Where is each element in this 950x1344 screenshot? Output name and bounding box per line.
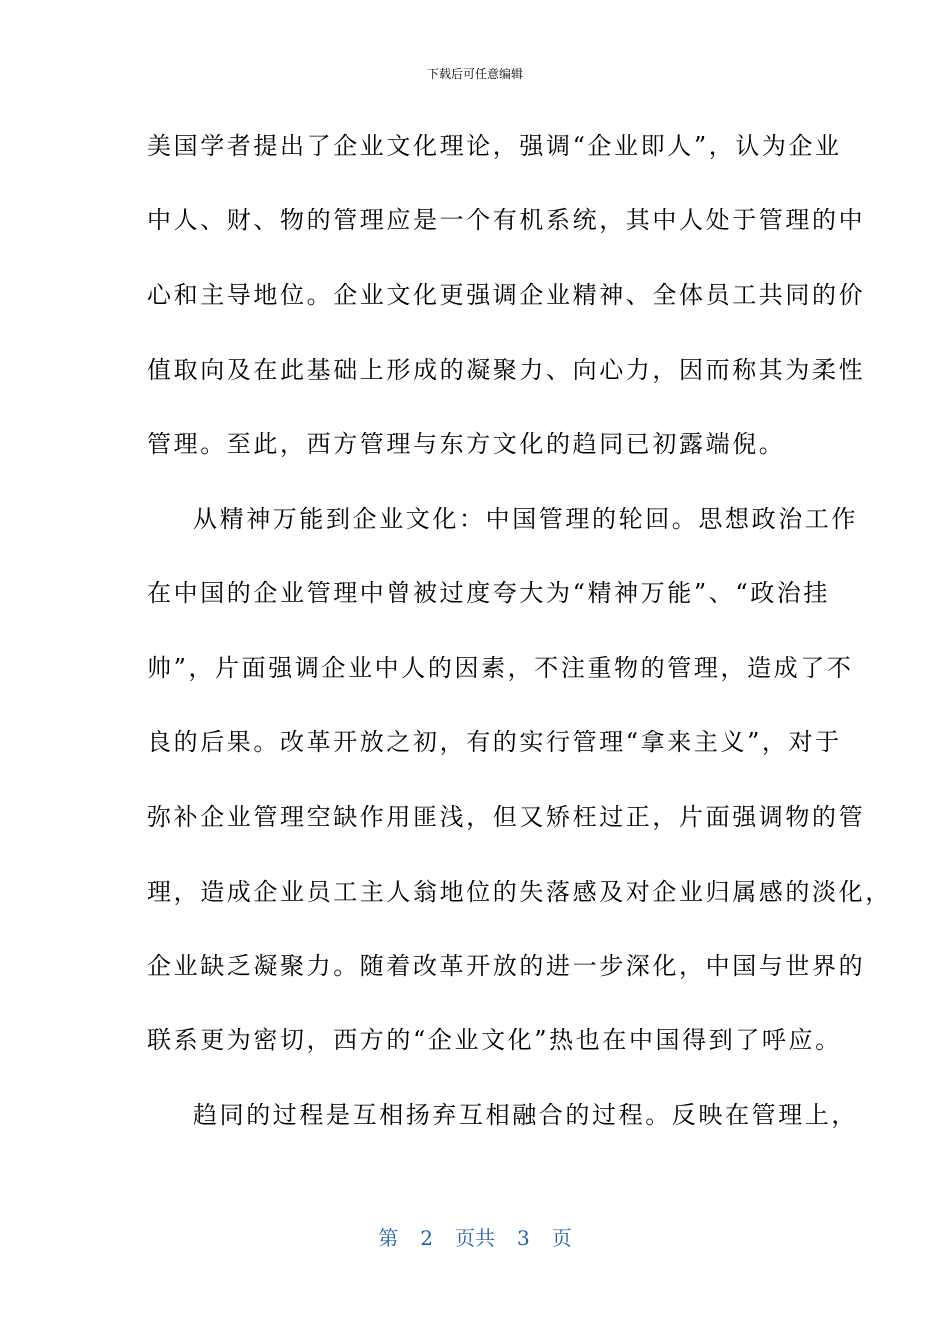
page-number: 2 [420, 1226, 433, 1250]
page-prefix: 第 [378, 1226, 399, 1250]
text-line: 联系更为密切，西方的“企业文化”热也在中国得到了呼应。 [147, 1026, 842, 1054]
page-middle: 页共 [455, 1226, 495, 1250]
page-footer [0, 1225, 950, 1251]
page-suffix: 页 [551, 1226, 572, 1250]
text-line: 帅”，片面强调企业中人的因素，不注重物的管理，造成了不 [147, 654, 854, 682]
page-header: 下载后可任意编辑 [426, 67, 523, 81]
paragraph-start-line: 从精神万能到企业文化：中国管理的轮回。思想政治工作 [193, 505, 858, 533]
text-line: 理，造成企业员工主人翁地位的失落感及对企业归属感的淡化， [147, 878, 892, 906]
page-total: 3 [517, 1226, 530, 1250]
text-line: 中人、财、物的管理应是一个有机系统，其中人处于管理的中 [147, 206, 866, 234]
paragraph-start-line: 趋同的过程是互相扬弃互相融合的过程。反映在管理上， [193, 1101, 858, 1129]
text-line: 心和主导地位。企业文化更强调企业精神、全体员工共同的价 [147, 281, 866, 309]
text-line: 美国学者提出了企业文化理论，强调“企业即人”，认为企业 [147, 132, 842, 160]
text-line: 良的后果。改革开放之初，有的实行管理“拿来主义”，对于 [147, 728, 842, 756]
text-line: 企业缺乏凝聚力。随着改革开放的进一步深化，中国与世界的 [147, 952, 866, 980]
text-line: 管理。至此，西方管理与东方文化的趋同已初露端倪。 [147, 430, 786, 458]
text-line: 弥补企业管理空缺作用匪浅，但又矫枉过正，片面强调物的管 [147, 803, 866, 831]
text-line: 值取向及在此基础上形成的凝聚力、向心力，因而称其为柔性 [147, 356, 866, 384]
text-line: 在中国的企业管理中曾被过度夸大为“精神万能”、“政治挂 [147, 579, 831, 607]
